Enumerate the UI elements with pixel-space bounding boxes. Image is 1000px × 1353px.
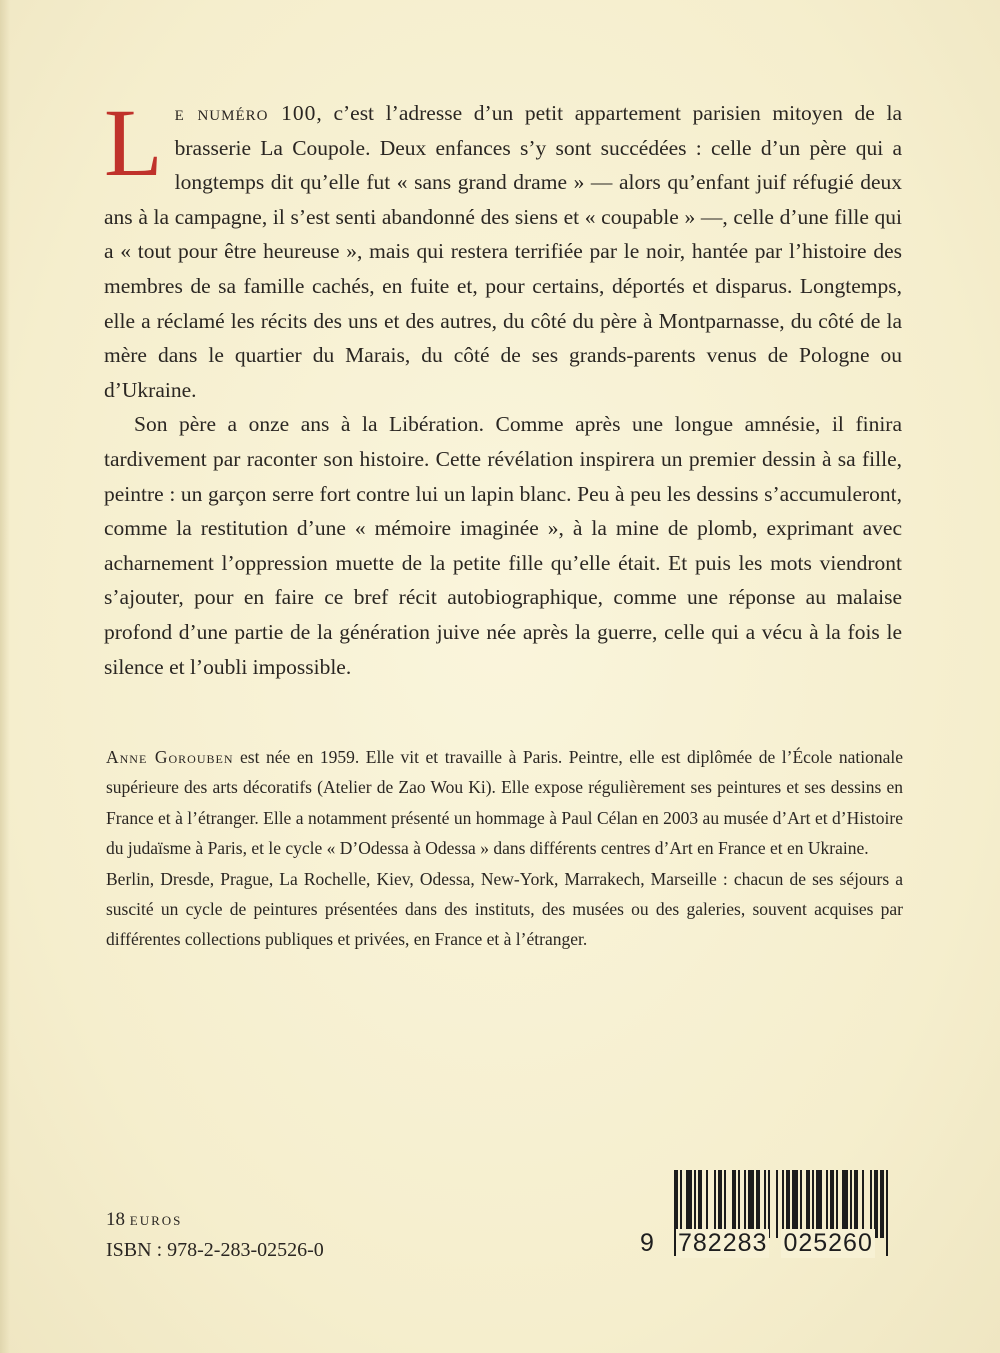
summary-text-1: , c’est l’adresse d’un petit appartement parisien mitoyen de la brasserie La Coupole. Deux enfances s’y sont succédées : celle d’un père qui a longtemps dit qu’elle fut « sans grand drame » — alors qu’enfant juif réfugié deux ans à la campagne, il s’est senti abandonné des siens et « coupable » —, celle d’une fille qui a « tout pour être heureuse », mais qui restera terrifiée par le noir, hantée par l’histoire des membres de sa famille cachés, en fuite et, pour certains, déportés et disparus. Longtemps, elle a réclamé les récits des uns et des autres, du côté du père à Montparnasse, du côté de la mère dans le quartier du Marais, du côté de ses grands-parents venus de Pologne ou d’Ukraine. xyxy=(104,101,902,402)
barcode-bar xyxy=(764,1170,766,1238)
price-line xyxy=(106,1205,324,1235)
barcode-bar xyxy=(718,1170,722,1238)
barcode-bar xyxy=(842,1170,848,1238)
isbn-text: ISBN : 978-2-283-02526-0 xyxy=(106,1239,324,1261)
drop-cap: L xyxy=(104,89,163,196)
barcode-bar xyxy=(792,1170,798,1238)
barcode-bar xyxy=(874,1170,878,1238)
barcode-bar xyxy=(812,1170,814,1238)
barcode-bar xyxy=(836,1170,838,1238)
author-name: Anne Gorouben xyxy=(106,747,234,767)
barcode-digits-right: 025260 xyxy=(783,1229,873,1257)
barcode-bar xyxy=(724,1170,726,1238)
barcode-bar xyxy=(850,1170,852,1238)
summary-lead: e numéro 100 xyxy=(174,101,317,125)
barcode-bar xyxy=(714,1170,716,1238)
barcode-bar xyxy=(816,1170,822,1238)
price-currency: euros xyxy=(129,1209,183,1230)
bio-text-1: est née en 1959. Elle vit et travaille à Paris. Peintre, elle est diplômée de l’École nationale supérieure des arts décoratifs (Atelier de Zao Wou Ki). Elle expose régulièrement ses peintures et ses dessins en France et à l’étranger. Elle a notamment présenté un hommage à Paul Célan en 2003 au musée d’Art et d’Histoire du judaïsme à Paris, et le cycle « D’Odessa à Odessa » dans différents centres d’Art en France et en Ukraine. xyxy=(106,747,903,859)
barcode-bar xyxy=(826,1170,828,1238)
barcode-bar xyxy=(800,1170,802,1238)
barcode-bar xyxy=(854,1170,858,1238)
page-edge xyxy=(0,0,10,1353)
barcode-bar xyxy=(862,1170,864,1238)
barcode-bar xyxy=(744,1170,746,1238)
price-amount: 18 xyxy=(106,1209,125,1230)
bio-paragraph-2: Berlin, Dresde, Prague, La Rochelle, Kiev, Odessa, New-York, Marrakech, Marseille : chacun de ses séjours a suscité un cycle de peintures présentées dans des instituts, des musées ou des galeries, souvent acquises par différentes collections publiques et privées, en France et à l’étranger. xyxy=(106,868,903,950)
summary-paragraph-1 xyxy=(104,89,902,407)
barcode-bar xyxy=(738,1170,740,1238)
barcode-bar xyxy=(732,1170,736,1238)
barcode-bar xyxy=(830,1170,834,1238)
author-bio xyxy=(106,742,903,955)
barcode-bar xyxy=(748,1170,754,1238)
barcode-bar xyxy=(870,1170,872,1238)
barcode-bar xyxy=(686,1170,692,1238)
bio-paragraph-1 xyxy=(106,742,903,864)
barcode-digits xyxy=(640,1229,902,1258)
price-block xyxy=(106,1205,324,1265)
book-summary xyxy=(104,89,902,684)
barcode-bar xyxy=(706,1170,708,1238)
summary-paragraph-2: Son père a onze ans à la Libération. Comme après une longue amnésie, il finira tardivement par raconter son histoire. Cette révélation inspirera un premier dessin à sa fille, peintre : un garçon serre fort contre lui un lapin blanc. Peu à peu les dessins s’accumuleront, comme la restitution d’une « mémoire imaginée », à la mine de plomb, exprimant avec acharnement l’oppression muette de la petite fille qu’elle était. Et puis les mots viendront s’ajouter, pour en faire ce bref récit autobiographique, comme une réponse au malaise profond d’une partie de la génération juive née après la guerre, celle qui a vécu à la fois le silence et l’oubli impossible. xyxy=(104,412,902,679)
barcode-bar xyxy=(768,1170,770,1238)
barcode-bar xyxy=(698,1170,702,1238)
barcode-digit-first: 9 xyxy=(640,1229,655,1257)
barcode-bar xyxy=(806,1170,810,1238)
barcode-digits-left: 782283 xyxy=(678,1229,768,1257)
barcode-bar xyxy=(694,1170,696,1238)
barcode-bar xyxy=(776,1170,778,1238)
barcode-bar xyxy=(880,1170,884,1238)
barcode-bar xyxy=(756,1170,760,1238)
